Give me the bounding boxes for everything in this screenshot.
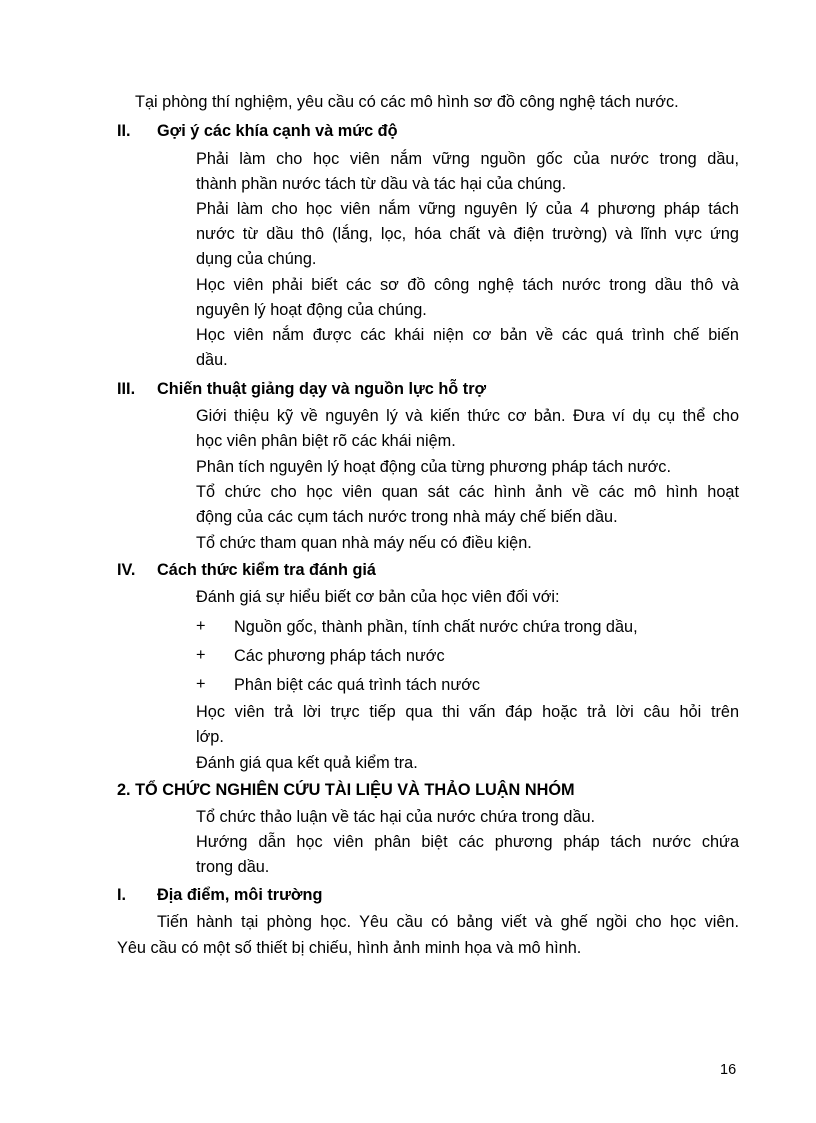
section-iv-line-2: lớp. [196, 728, 224, 746]
intro-line: Tại phòng thí nghiệm, yêu cầu có các mô hình sơ đồ công nghệ tách nước. [135, 93, 679, 111]
section-ii-line-6: Học viên phải biết các sơ đồ công nghệ tách nước trong dầu thô và [196, 276, 739, 294]
section-ii-line-7: nguyên lý hoạt động của chúng. [196, 301, 427, 319]
section-i-number: I. [117, 886, 127, 904]
bullet-plus-icon: + [196, 617, 206, 635]
section-ii-line-1: Phải làm cho học viên nắm vững nguồn gốc của nước trong dầu, [196, 150, 739, 168]
section-ii-title: Gợi ý các khía cạnh và mức độ [157, 122, 398, 140]
section-iii-line-4: Tổ chức cho học viên quan sát các hình ảnh về các mô hình hoạt [196, 483, 739, 501]
bullet-item: Các phương pháp tách nước [234, 647, 445, 665]
section-i-line-1: Tiến hành tại phòng học. Yêu cầu có bảng viết và ghế ngồi cho học viên. [157, 913, 739, 931]
bullet-plus-icon: + [196, 675, 206, 693]
section-ii-line-5: dụng của chúng. [196, 250, 317, 268]
section-ii-line-8: Học viên nắm được các khái niện cơ bản về các quá trình chế biến [196, 326, 739, 344]
section-2-line-3: trong dầu. [196, 858, 270, 876]
section-iii-line-6: Tổ chức tham quan nhà máy nếu có điều kiện. [196, 534, 532, 552]
section-iv-lead: Đánh giá sự hiểu biết cơ bản của học viên đối với: [196, 588, 560, 606]
section-ii-number: II. [117, 122, 131, 140]
section-iv-line-1: Học viên trả lời trực tiếp qua thi vấn đáp hoặc trả lời câu hỏi trên [196, 703, 739, 721]
section-2-title: 2. TỔ CHỨC NGHIÊN CỨU TÀI LIỆU VÀ THẢO LUẬN NHÓM [117, 781, 575, 799]
section-iv-line-3: Đánh giá qua kết quả kiểm tra. [196, 754, 418, 772]
page-number: 16 [720, 1062, 737, 1078]
section-iii-line-2: học viên phân biệt rõ các khái niệm. [196, 432, 456, 450]
section-ii-line-2: thành phần nước tách từ dầu và tác hại của chúng. [196, 175, 567, 193]
section-ii-line-3: Phải làm cho học viên nắm vững nguyên lý của 4 phương pháp tách [196, 200, 739, 218]
section-2-line-2: Hướng dẫn học viên phân biệt các phương pháp tách nước chứa [196, 833, 739, 851]
bullet-item: Phân biệt các quá trình tách nước [234, 676, 481, 694]
section-2-line-1: Tổ chức thảo luận về tác hại của nước chứa trong dầu. [196, 808, 596, 826]
section-iii-line-1: Giới thiệu kỹ về nguyên lý và kiến thức cơ bản. Đưa ví dụ cụ thể cho [196, 407, 739, 425]
section-iv-title: Cách thức kiểm tra đánh giá [157, 561, 376, 579]
bullet-plus-icon: + [196, 646, 206, 664]
section-i-title: Địa điểm, môi trường [157, 886, 323, 904]
section-iv-number: IV. [117, 561, 136, 579]
section-ii-line-4: nước từ dầu thô (lắng, lọc, hóa chất và điện trường) và lĩnh vực ứng [196, 225, 739, 243]
section-i-line-2: Yêu cầu có một số thiết bị chiếu, hình ảnh minh họa và mô hình. [117, 939, 582, 957]
section-iii-line-3: Phân tích nguyên lý hoạt động của từng phương pháp tách nước. [196, 458, 671, 476]
section-iii-number: III. [117, 380, 136, 398]
bullet-item: Nguồn gốc, thành phần, tính chất nước chứa trong dầu, [234, 618, 638, 636]
section-iii-line-5: động của các cụm tách nước trong nhà máy chế biến dầu. [196, 508, 618, 526]
section-ii-line-9: dầu. [196, 351, 228, 369]
section-iii-title: Chiến thuật giảng dạy và nguồn lực hỗ trợ [157, 380, 487, 398]
